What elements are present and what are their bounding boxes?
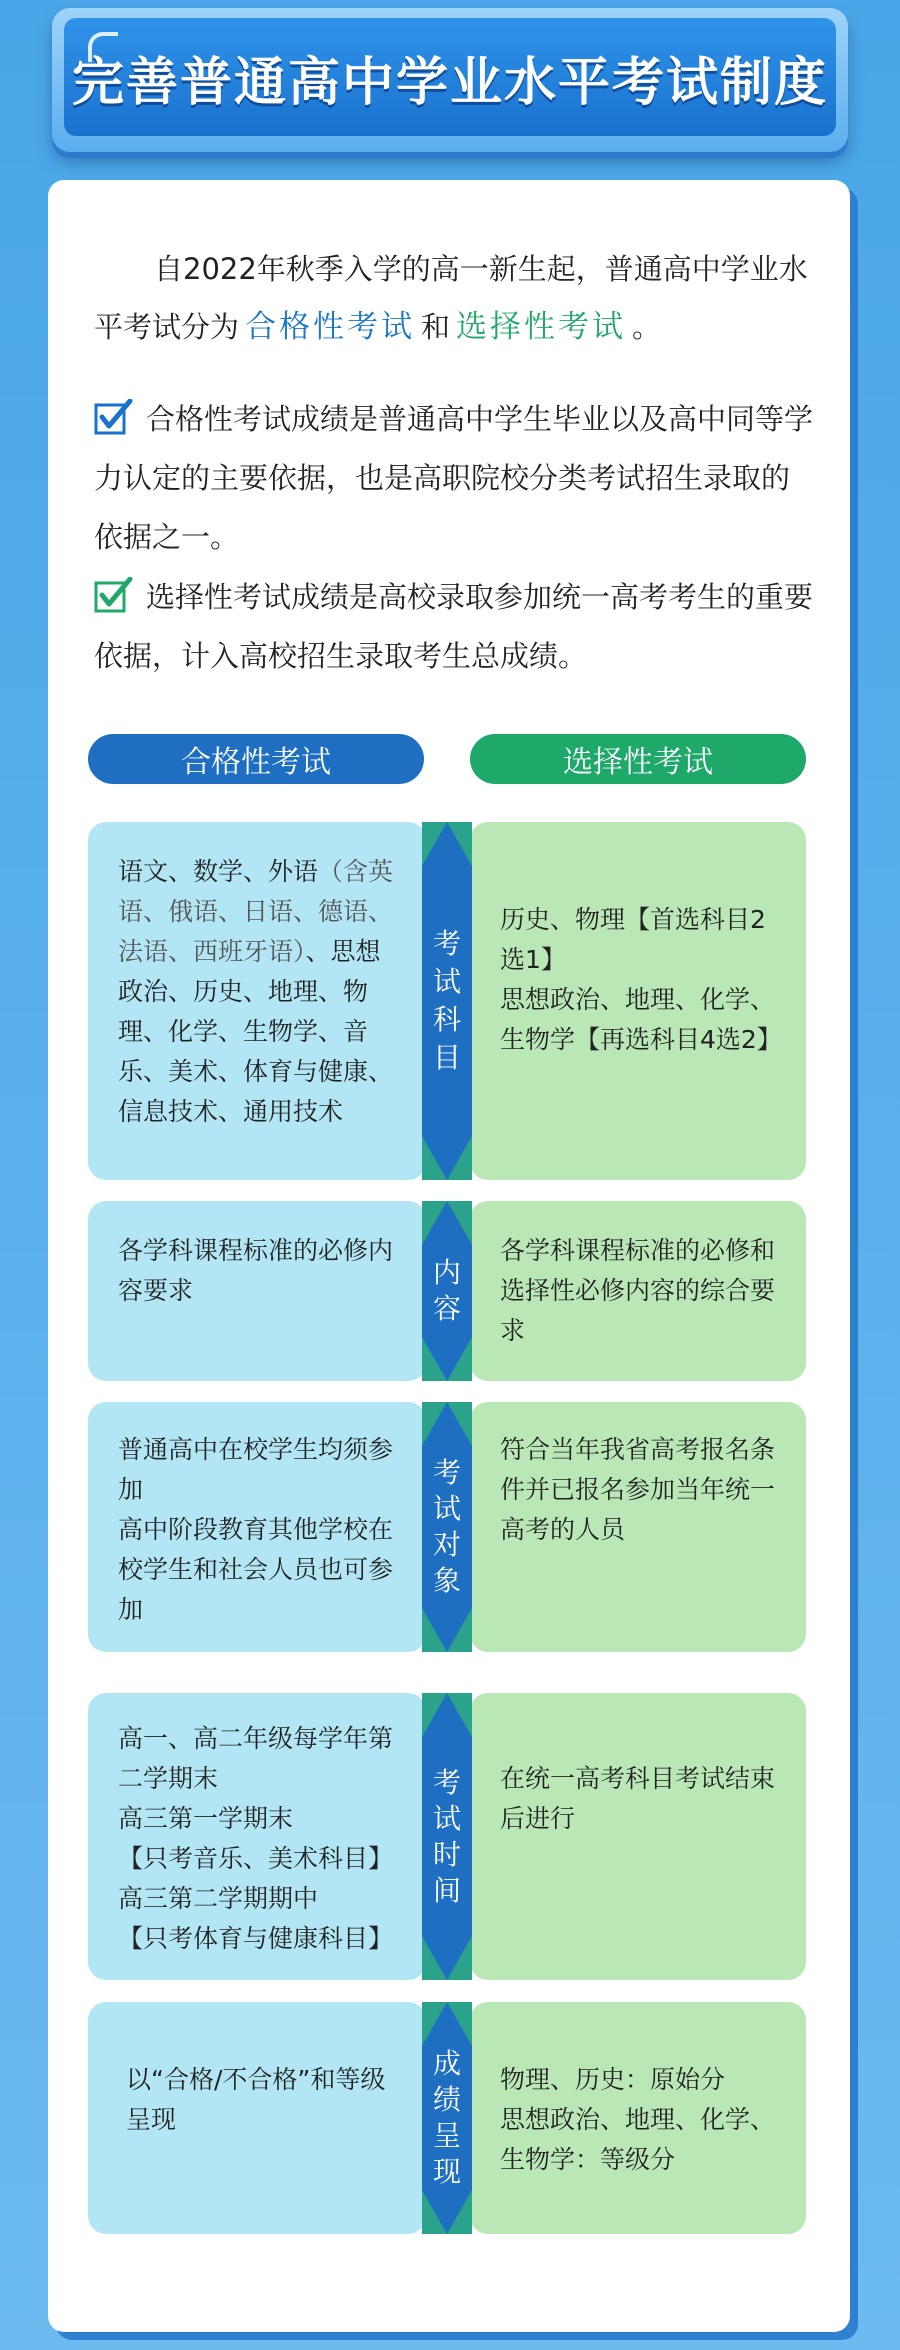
intro-text: 自2022年秋季入学的高一新生起，普通高中学业水平考试分为	[94, 252, 808, 344]
row-exam-time	[88, 1693, 806, 1980]
notch	[447, 2002, 472, 2046]
qualifying-content-cell: 各学科课程标准的必修内容要求	[88, 1201, 426, 1381]
row-exam-subjects	[88, 822, 806, 1180]
intro-end: 。	[632, 310, 662, 344]
row-label-strip	[422, 1693, 472, 1980]
qualifying-subjects-main: 语文、数学、外语	[118, 857, 319, 886]
checkbox-checked-icon	[94, 577, 134, 613]
qualifying-subjects-cell	[88, 822, 426, 1180]
decorative-arc	[88, 32, 118, 62]
notch	[422, 822, 447, 866]
title-banner	[52, 8, 848, 152]
notch	[422, 1402, 447, 1446]
selective-content-cell: 各学科课程标准的必修和选择性必修内容的综合要求	[470, 1201, 806, 1381]
header-selective-exam: 选择性考试	[470, 734, 806, 784]
bullet-selective-text: 选择性考试成绩是高校录取参加统一高考考生的重要依据，计入高校招生录取考生总成绩。	[94, 580, 814, 673]
qualifying-candidates-cell: 普通高中在校学生均须参加 高中阶段教育其他学校在校学生和社会人员也可参加	[88, 1402, 426, 1652]
title-inner	[64, 18, 836, 136]
row-label: 考试对象	[432, 1456, 461, 1597]
row-label: 成绩呈现	[432, 2047, 461, 2188]
notch	[422, 1136, 447, 1180]
selective-score-cell: 物理、历史：原始分 思想政治、地理、化学、生物学：等级分	[470, 2002, 806, 2234]
row-label: 考试时间	[432, 1765, 461, 1907]
notch	[422, 2190, 447, 2234]
notch	[447, 1201, 472, 1245]
notch	[447, 1402, 472, 1446]
notch	[422, 1936, 447, 1980]
selective-time-cell: 在统一高考科目考试结束后进行	[470, 1693, 806, 1980]
bullet-qualifying-text: 合格性考试成绩是普通高中学生毕业以及高中同等学力认定的主要依据，也是高职院校分类考试招生录取的依据之一。	[94, 402, 814, 554]
notch	[422, 1201, 447, 1245]
highlight-selective-exam: 选择性考试	[456, 309, 627, 345]
qualifying-subjects-rest: 、思想政治、历史、地理、物理、化学、生物学、音乐、美术、体育与健康、信息技术、通用技术	[118, 937, 394, 1126]
row-label-strip	[422, 1201, 472, 1381]
notch	[422, 1693, 447, 1737]
highlight-qualifying-exam: 合格性考试	[245, 309, 416, 345]
notch	[447, 1136, 472, 1180]
bullet-qualifying	[94, 390, 814, 567]
row-label: 内容	[432, 1256, 461, 1325]
row-label-strip	[422, 1402, 472, 1652]
row-label: 考试科目	[432, 927, 461, 1074]
intro-connector: 和	[421, 310, 451, 344]
qualifying-time-cell: 高一、高二年级每学年第二学期末 高三第一学期末 【只考音乐、美术科目】 高三第二学期期中 【只考体育与健康科目】	[88, 1693, 426, 1980]
page-title: 完善普通高中学业水平考试制度	[71, 52, 828, 113]
selective-candidates-cell: 符合当年我省高考报名条件并已报名参加当年统一高考的人员	[470, 1402, 806, 1652]
notch	[422, 2002, 447, 2046]
bullet-selective	[94, 568, 814, 686]
row-label-strip	[422, 2002, 472, 2234]
intro-paragraph	[94, 240, 814, 356]
selective-subjects-cell: 历史、物理【首选科目2选1】 思想政治、地理、化学、生物学【再选科目4选2】	[470, 822, 806, 1180]
notch	[447, 1936, 472, 1980]
header-qualifying-exam: 合格性考试	[88, 734, 424, 784]
notch	[447, 822, 472, 866]
checkbox-checked-icon	[94, 399, 134, 435]
row-score-presentation	[88, 2002, 806, 2234]
notch	[447, 1608, 472, 1652]
content-card	[48, 180, 850, 2332]
notch	[447, 1337, 472, 1381]
qualifying-score-cell: 以“合格/不合格”和等级呈现	[88, 2002, 426, 2234]
notch	[447, 2190, 472, 2234]
row-exam-candidates	[88, 1402, 806, 1652]
notch	[447, 1693, 472, 1737]
notch	[422, 1608, 447, 1652]
notch	[422, 1337, 447, 1381]
row-label-strip	[422, 822, 472, 1180]
row-content	[88, 1201, 806, 1381]
qualifying-subjects-languages: （含英语、俄语、日语、德语、法语、西班牙语）	[118, 857, 394, 966]
